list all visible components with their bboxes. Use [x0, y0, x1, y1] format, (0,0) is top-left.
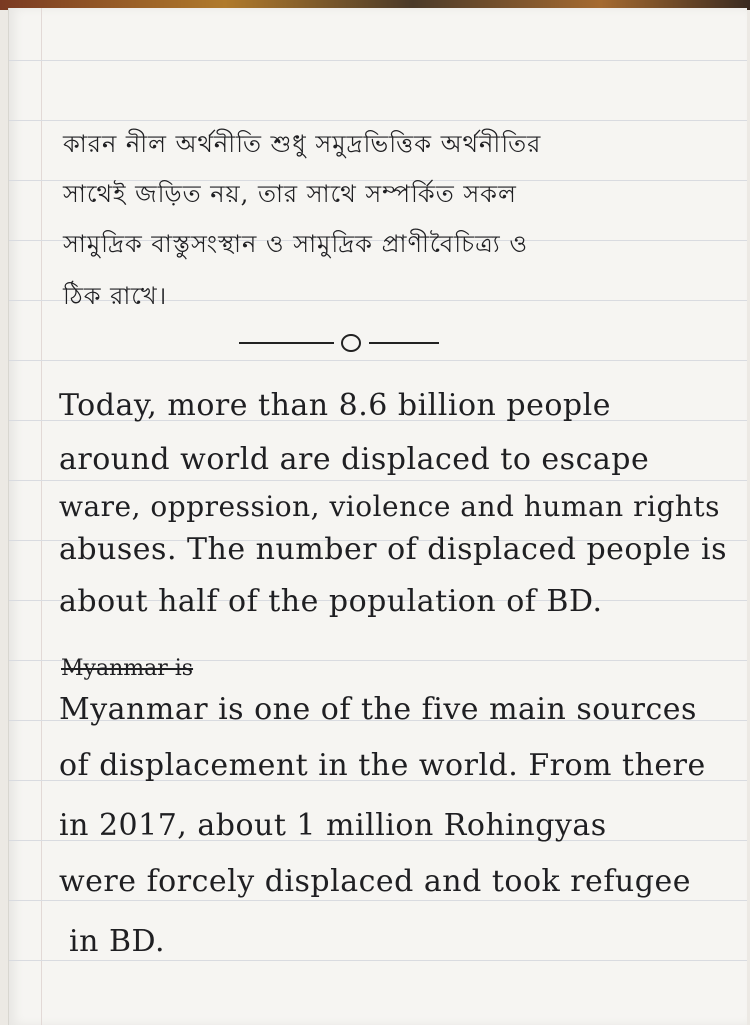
bengali-line-3: সামুদ্রিক বাস্তুসংস্থান ও সামুদ্রিক প্রাণীবৈচিত্র্য ও	[63, 230, 528, 258]
bengali-line-2: সাথেই জড়িত নয়, তার সাথে সম্পর্কিত সকল	[63, 180, 517, 208]
english-p1-line-2: around world are displaced to escape	[59, 442, 650, 477]
bengali-line-4: ঠিক রাখে।	[63, 282, 168, 310]
english-p2-line-2: of displacement in the world. From there	[59, 748, 706, 783]
section-divider	[229, 320, 449, 360]
english-p1-line-5: about half of the population of BD.	[59, 584, 603, 619]
english-p2-line-4: were forcely displaced and took refugee	[59, 864, 691, 899]
english-p1-line-3: ware, oppression, violence and human rights	[59, 490, 721, 523]
english-p2-line-5: in BD.	[69, 924, 166, 959]
english-p1-line-4: abuses. The number of displaced people is	[59, 532, 728, 567]
english-p2-line-1: Myanmar is one of the five main sources	[59, 692, 697, 727]
bengali-line-1: কারন নীল অর্থনীতি শুধু সমুদ্রভিত্তিক অর্থনীতির	[63, 130, 542, 158]
struck-text: Myanmar is	[61, 656, 194, 681]
english-p1-line-1: Today, more than 8.6 billion people	[59, 388, 611, 423]
english-p2-line-3: in 2017, about 1 million Rohingyas	[59, 808, 607, 843]
margin-line	[41, 8, 42, 1025]
notebook-page	[8, 8, 747, 1025]
